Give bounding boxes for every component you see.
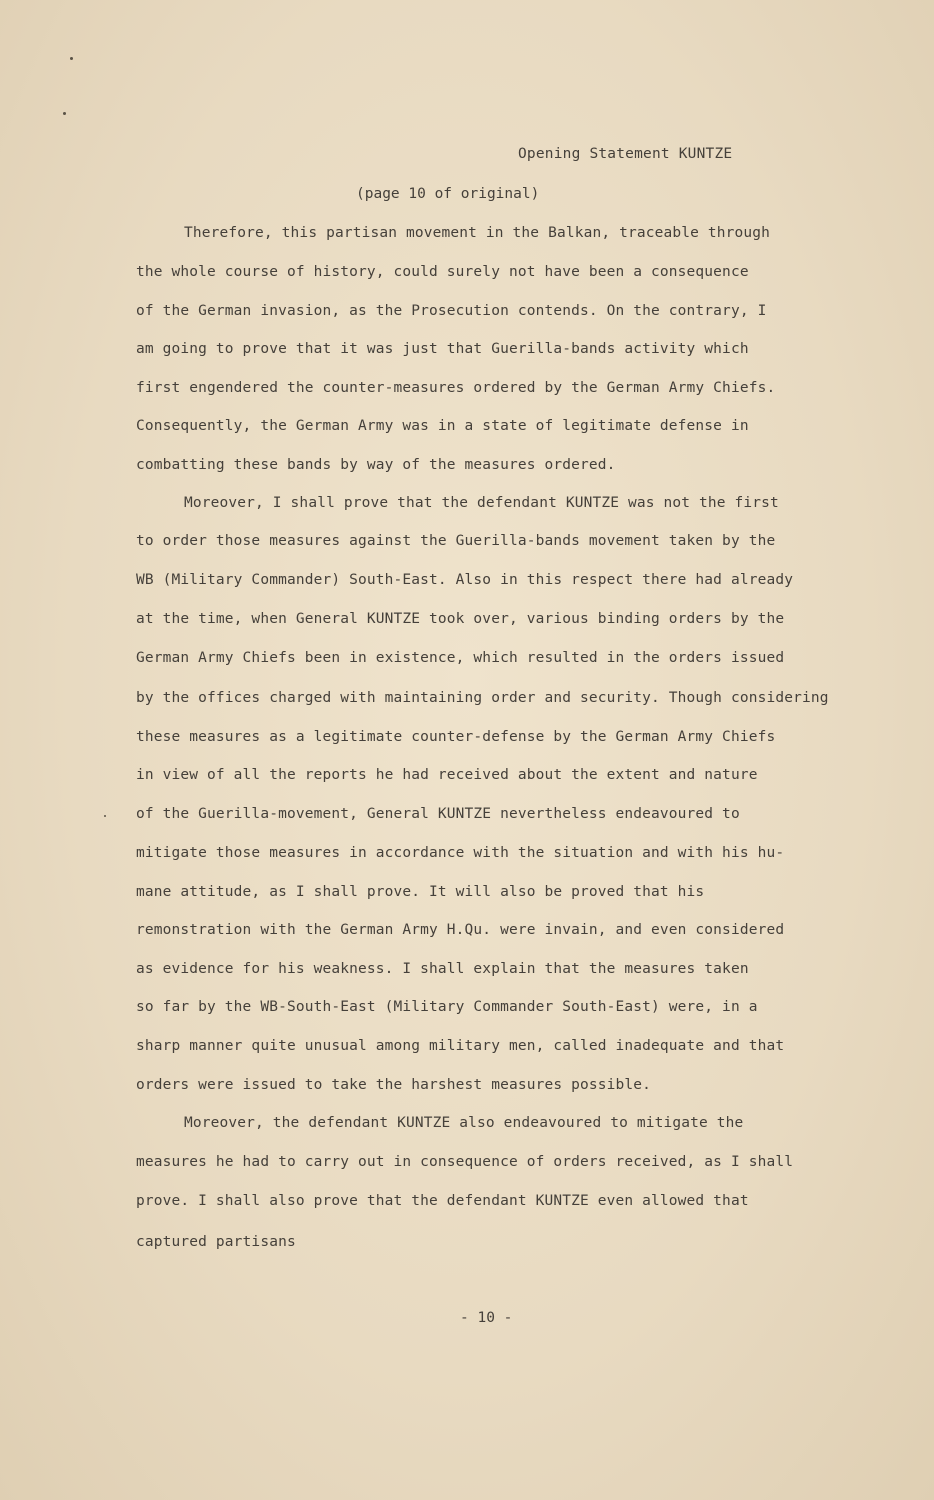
text-line: Therefore, this partisan movement in the Balkan, traceable through	[184, 225, 771, 241]
text-line: so far by the WB-South-East (Military Commander South-East) were, in a	[136, 999, 758, 1015]
text-line: remonstration with the German Army H.Qu. were invain, and even considered	[136, 922, 785, 938]
text-line: WB (Military Commander) South-East. Also in this respect there had already	[136, 572, 794, 588]
paper-speck	[104, 815, 106, 817]
page-number: - 10 -	[460, 1310, 513, 1326]
text-line: German Army Chiefs been in existence, which resulted in the orders issued	[136, 650, 785, 666]
text-line: Consequently, the German Army was in a state of legitimate defense in	[136, 418, 749, 434]
text-line: these measures as a legitimate counter-defense by the German Army Chiefs	[136, 729, 776, 745]
text-line: captured partisans	[136, 1234, 296, 1250]
page-heading: Opening Statement KUNTZE	[518, 146, 733, 162]
text-line: am going to prove that it was just that Guerilla-bands activity which	[136, 341, 749, 357]
text-line: Moreover, I shall prove that the defendant KUNTZE was not the first	[184, 495, 779, 511]
text-line: combatting these bands by way of the measures ordered.	[136, 457, 616, 473]
text-line: sharp manner quite unusual among military men, called inadequate and that	[136, 1038, 785, 1054]
text-line: mitigate those measures in accordance with the situation and with his hu-	[136, 845, 785, 861]
text-line: Moreover, the defendant KUNTZE also endeavoured to mitigate the	[184, 1115, 744, 1131]
text-line: as evidence for his weakness. I shall explain that the measures taken	[136, 961, 749, 977]
text-line: in view of all the reports he had received about the extent and nature	[136, 767, 758, 783]
text-line: of the German invasion, as the Prosecution contends. On the contrary, I	[136, 303, 767, 319]
text-line: first engendered the counter-measures ordered by the German Army Chiefs.	[136, 380, 776, 396]
text-line: the whole course of history, could surely not have been a consequence	[136, 264, 749, 280]
text-line: measures he had to carry out in consequence of orders received, as I shall	[136, 1154, 794, 1170]
text-line: prove. I shall also prove that the defendant KUNTZE even allowed that	[136, 1193, 749, 1209]
paper-speck	[70, 57, 73, 60]
text-line: orders were issued to take the harshest measures possible.	[136, 1077, 652, 1093]
text-line: by the offices charged with maintaining order and security. Though considering	[136, 690, 829, 706]
text-line: of the Guerilla-movement, General KUNTZE nevertheless endeavoured to	[136, 806, 740, 822]
paper-speck	[63, 112, 66, 115]
text-line: mane attitude, as I shall prove. It will also be proved that his	[136, 884, 705, 900]
text-line: to order those measures against the Guerilla-bands movement taken by the	[136, 533, 776, 549]
text-line: at the time, when General KUNTZE took over, various binding orders by the	[136, 611, 785, 627]
page-subheading: (page 10 of original)	[356, 186, 540, 202]
